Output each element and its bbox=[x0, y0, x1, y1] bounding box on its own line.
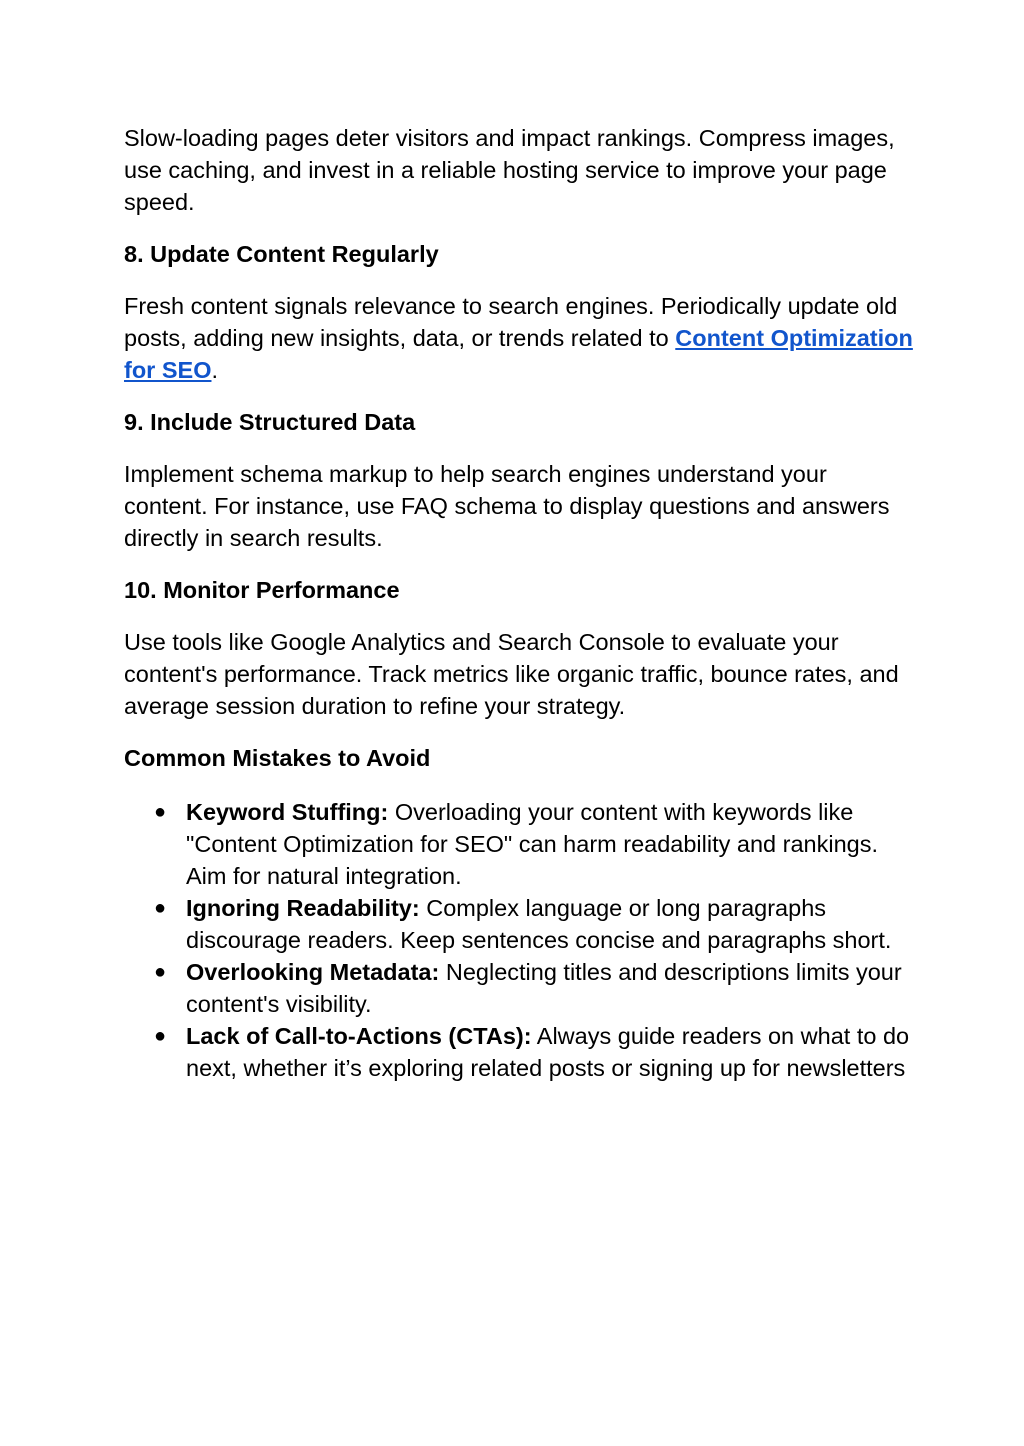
section-paragraph-structured-data: Implement schema markup to help search engines understand your content. For instance, use FAQ schema to display questions and answers directly in search results. bbox=[124, 461, 890, 551]
intro-paragraph: Slow-loading pages deter visitors and impact rankings. Compress images, use caching, and invest in a reliable hosting service to improve your page speed. bbox=[124, 125, 895, 215]
bullet-icon: ● bbox=[154, 961, 167, 983]
section-heading-update-content: 8. Update Content Regularly bbox=[124, 241, 439, 267]
list-item-text: Always guide readers on what to do next, whether it’s exploring related posts or signing up for newsletters bbox=[186, 1023, 910, 1081]
list-item bbox=[124, 956, 914, 1020]
list-item-term: Ignoring Readability: bbox=[186, 895, 420, 921]
list-item-text: Neglecting titles and descriptions limits your content's visibility. bbox=[186, 959, 902, 1017]
bullet-icon: ● bbox=[154, 1025, 167, 1047]
section-heading-structured-data: 9. Include Structured Data bbox=[124, 409, 416, 435]
section-paragraph-update-content bbox=[124, 290, 914, 386]
paragraph-text: Fresh content signals relevance to search engines. Periodically update old posts, adding new insights, data, or trends related to bbox=[124, 293, 898, 351]
mistakes-list bbox=[124, 796, 914, 1084]
list-item bbox=[124, 892, 914, 956]
list-item-term: Keyword Stuffing: bbox=[186, 799, 389, 825]
document-page bbox=[124, 122, 914, 1084]
content-optimization-link[interactable]: Content Optimization for SEO bbox=[124, 325, 913, 383]
paragraph-text-end: . bbox=[211, 357, 219, 383]
list-item-text: Complex language or long paragraphs discourage readers. Keep sentences concise and paragraphs short. bbox=[186, 895, 892, 953]
list-item-term: Lack of Call-to-Actions (CTAs): bbox=[186, 1023, 532, 1049]
list-item bbox=[124, 1020, 914, 1084]
list-item bbox=[124, 796, 914, 892]
section-paragraph-monitor-performance: Use tools like Google Analytics and Search Console to evaluate your content's performance. Track metrics like organic traffic, bounce rates, and average session duration to refine your strategy. bbox=[124, 629, 899, 719]
list-item-term: Overlooking Metadata: bbox=[186, 959, 440, 985]
section-heading-monitor-performance: 10. Monitor Performance bbox=[124, 577, 400, 603]
section-heading-common-mistakes: Common Mistakes to Avoid bbox=[124, 745, 431, 771]
bullet-icon: ● bbox=[154, 897, 167, 919]
bullet-icon: ● bbox=[154, 801, 167, 823]
list-item-text: Overloading your content with keywords like "Content Optimization for SEO" can harm readability and rankings. Aim for natural integration. bbox=[186, 799, 878, 889]
